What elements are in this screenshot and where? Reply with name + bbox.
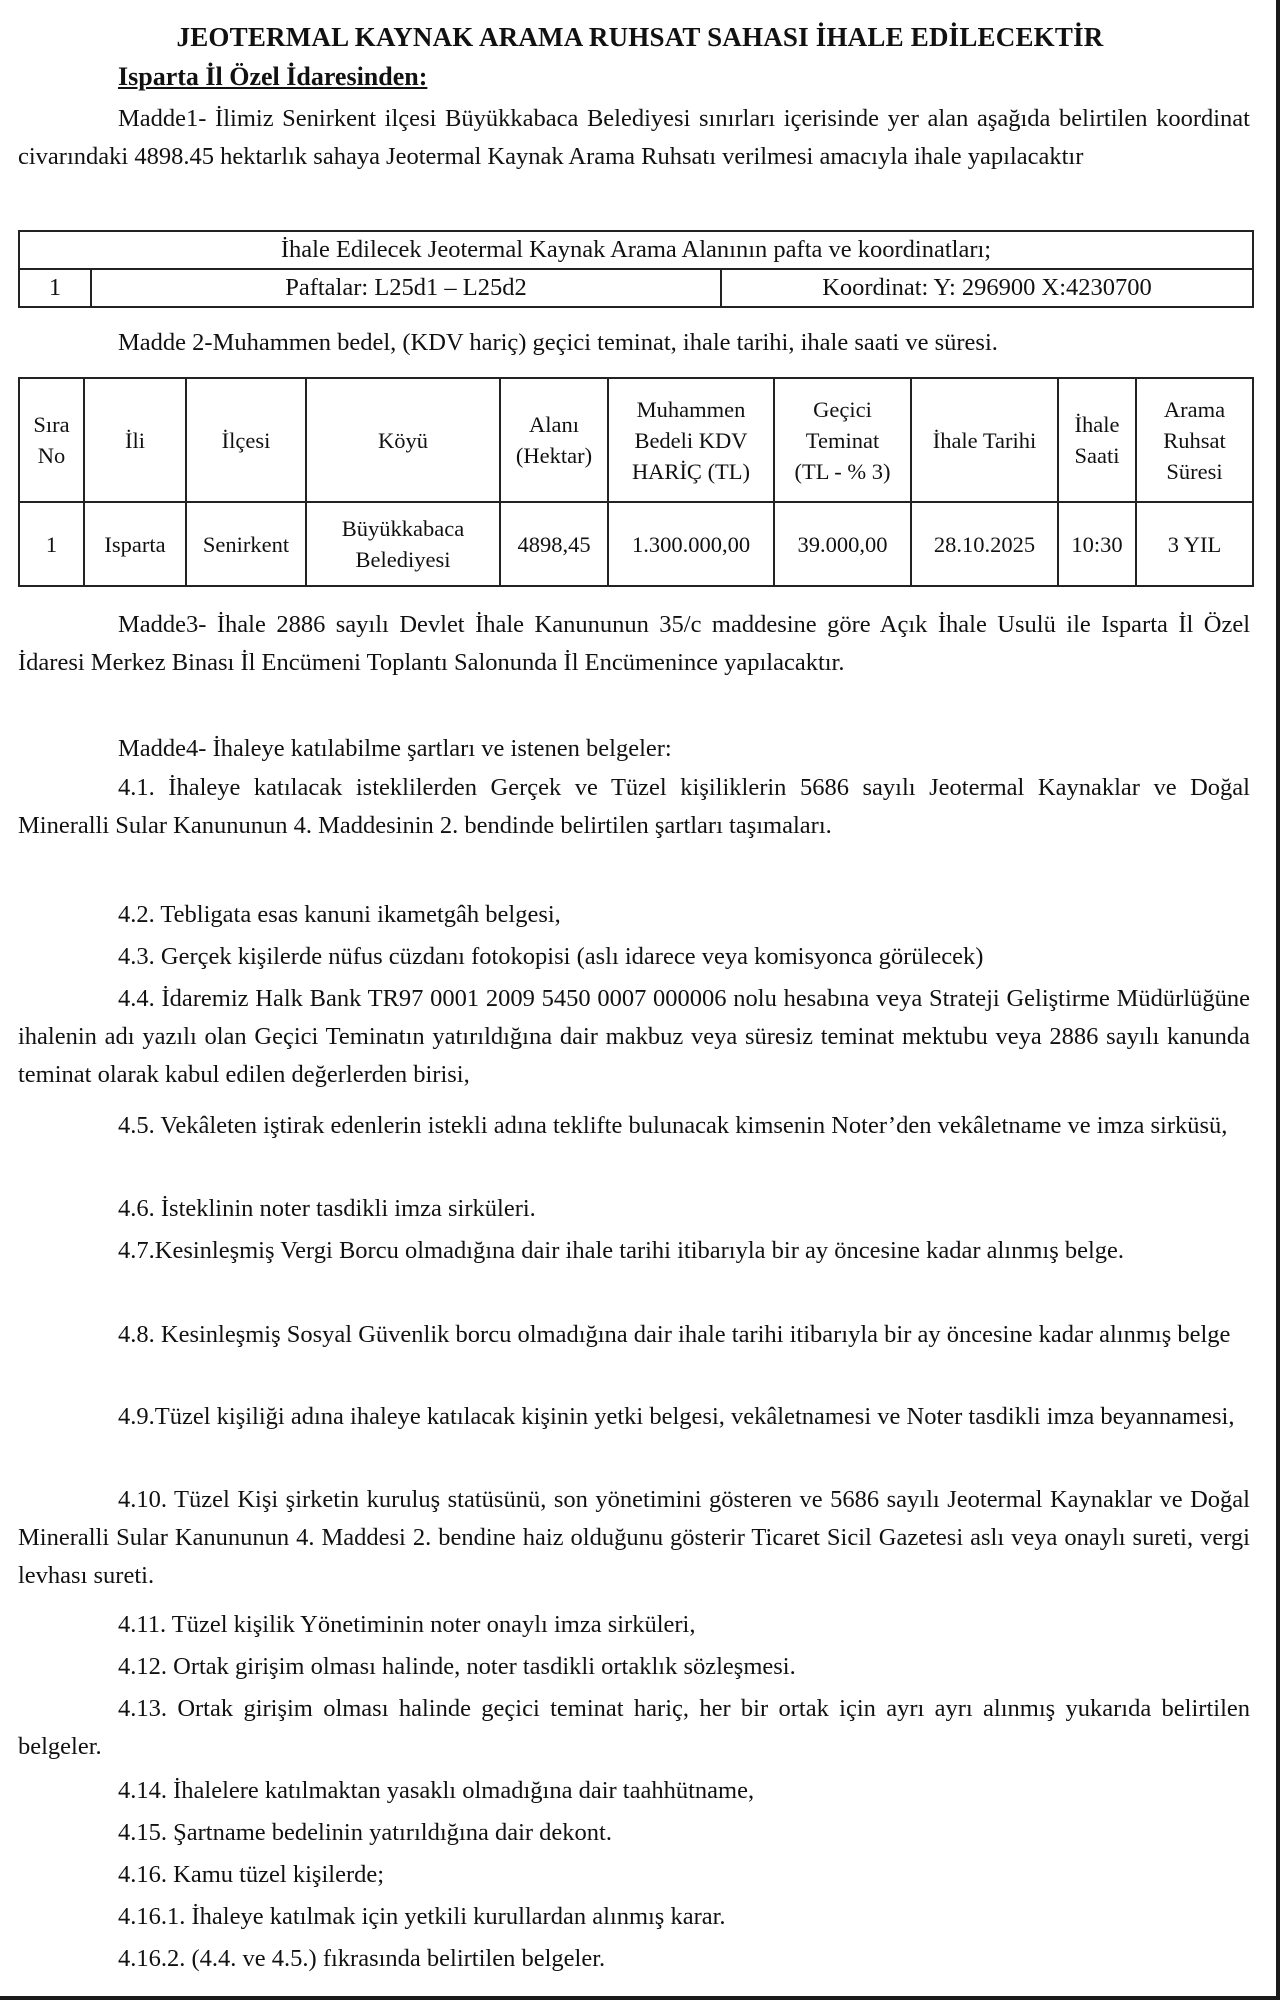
header-sira-no: Sıra No [19, 378, 84, 502]
item-4-9: 4.9.Tüzel kişiliği adına ihaleye katılacak kişinin yetki belgesi, vekâletnamesi ve Noter tasdikli imza beyannamesi, [118, 1403, 1235, 1430]
coordinates-table [18, 230, 1254, 308]
header-alani: Alanı (Hektar) [500, 378, 608, 502]
cell-sira: 1 [19, 502, 84, 586]
tender-table [18, 377, 1254, 587]
madde-1: Madde1- İlimiz Senirkent ilçesi Büyükkabaca Belediyesi sınırları içerisinde yer alan aşağıda belirtilen koordinat civarındaki 4898.45 hektarlık sahaya Jeotermal Kaynak Arama Ruhsatı verilmesi amacıyla ihale yapılacaktır [18, 105, 1250, 170]
cell-tarih: 28.10.2025 [911, 502, 1058, 586]
cell-il: Isparta [84, 502, 186, 586]
item-4-4: 4.4. İdaremiz Halk Bank TR97 0001 2009 5450 0007 000006 nolu hesabına veya Strateji Geliştirme Müdürlüğüne ihalenin adı yazılı olan Geçici Teminatın yatırıldığına dair makbuz veya süresiz teminat mektubu veya 2886 sayılı kanunda teminat olarak kabul edilen değerlerden birisi, [18, 985, 1250, 1088]
coordinates-koordinat: Koordinat: Y: 296900 X:4230700 [721, 269, 1253, 307]
header-gecici-teminat: Geçici Teminat (TL - % 3) [774, 378, 911, 502]
madde-3: Madde3- İhale 2886 sayılı Devlet İhale Kanununun 35/c maddesine göre Açık İhale Usulü ile Isparta İl Özel İdaresi Merkez Binası İl Encümeni Toplantı Salonunda İl Encümenince yapılacaktır. [18, 611, 1250, 676]
header-arama-ruhsat-suresi: Arama Ruhsat Süresi [1136, 378, 1253, 502]
cell-bedel: 1.300.000,00 [608, 502, 774, 586]
item-4-3: 4.3. Gerçek kişilerde nüfus cüzdanı fotokopisi (aslı idarece veya komisyonca görülecek) [118, 943, 984, 970]
item-4-11: 4.11. Tüzel kişilik Yönetiminin noter onaylı imza sirküleri, [118, 1611, 696, 1638]
madde-2: Madde 2-Muhammen bedel, (KDV hariç) geçici teminat, ihale tarihi, ihale saati ve süresi. [118, 329, 998, 356]
header-ihale-saati: İhale Saati [1058, 378, 1136, 502]
header-muhammen-bedel: Muhammen Bedeli KDV HARİÇ (TL) [608, 378, 774, 502]
item-4-15: 4.15. Şartname bedelinin yatırıldığına dair dekont. [118, 1819, 612, 1846]
cell-ilce: Senirkent [186, 502, 306, 586]
item-4-16-1: 4.16.1. İhaleye katılmak için yetkili kurullardan alınmış karar. [118, 1903, 726, 1930]
item-4-2: 4.2. Tebligata esas kanuni ikametgâh belgesi, [118, 901, 561, 928]
item-4-12: 4.12. Ortak girişim olması halinde, noter tasdikli ortaklık sözleşmesi. [118, 1653, 796, 1680]
header-ihale-tarihi: İhale Tarihi [911, 378, 1058, 502]
cell-alan: 4898,45 [500, 502, 608, 586]
cell-saat: 10:30 [1058, 502, 1136, 586]
item-4-8: 4.8. Kesinleşmiş Sosyal Güvenlik borcu olmadığına dair ihale tarihi itibarıyla bir ay öncesine kadar alınmış belge [118, 1321, 1231, 1348]
item-4-1: 4.1. İhaleye katılacak isteklilerden Gerçek ve Tüzel kişiliklerin 5686 sayılı Jeotermal Kaynaklar ve Doğal Mineralli Sular Kanununun 4. Maddesinin 2. bendinde belirtilen şartları taşımaları. [18, 774, 1250, 839]
coordinates-row-no: 1 [19, 269, 91, 307]
item-4-10: 4.10. Tüzel Kişi şirketin kuruluş statüsünü, son yönetimini gösteren ve 5686 sayılı Jeotermal Kaynaklar ve Doğal Mineralli Sular Kanununun 4. Maddesi 2. bendine haiz olduğunu gösterir Ticaret Sicil Gazetesi aslı veya onaylı sureti, vergi levhası sureti. [18, 1486, 1250, 1589]
coordinates-table-header: İhale Edilecek Jeotermal Kaynak Arama Alanının pafta ve koordinatları; [19, 231, 1253, 269]
header-ilcesi: İlçesi [186, 378, 306, 502]
cell-koy: Büyükkabaca Belediyesi [306, 502, 500, 586]
item-4-16-2: 4.16.2. (4.4. ve 4.5.) fıkrasında belirtilen belgeler. [118, 1945, 606, 1972]
header-ili: İli [84, 378, 186, 502]
cell-sure: 3 YIL [1136, 502, 1253, 586]
item-4-13: 4.13. Ortak girişim olması halinde geçici teminat hariç, her bir ortak için ayrı ayrı alınmış yukarıda belirtilen belgeler. [18, 1695, 1250, 1760]
item-4-16: 4.16. Kamu tüzel kişilerde; [118, 1861, 385, 1888]
madde-4: Madde4- İhaleye katılabilme şartları ve istenen belgeler: [118, 735, 672, 762]
item-4-7: 4.7.Kesinleşmiş Vergi Borcu olmadığına dair ihale tarihi itibarıyla bir ay öncesine kadar alınmış belge. [118, 1237, 1125, 1264]
item-4-6: 4.6. İsteklinin noter tasdikli imza sirküleri. [118, 1195, 536, 1222]
document-title: JEOTERMAL KAYNAK ARAMA RUHSAT SAHASI İHALE EDİLECEKTİR [176, 22, 1104, 52]
item-4-5: 4.5. Vekâleten iştirak edenlerin istekli adına teklifte bulunacak kimsenin Noter’den vekâletname ve imza sirküsü, [118, 1112, 1228, 1139]
coordinates-paftalar: Paftalar: L25d1 – L25d2 [91, 269, 721, 307]
document-subtitle: Isparta İl Özel İdaresinden: [118, 62, 428, 91]
item-4-14: 4.14. İhalelere katılmaktan yasaklı olmadığına dair taahhütname, [118, 1777, 755, 1804]
cell-teminat: 39.000,00 [774, 502, 911, 586]
header-koyu: Köyü [306, 378, 500, 502]
